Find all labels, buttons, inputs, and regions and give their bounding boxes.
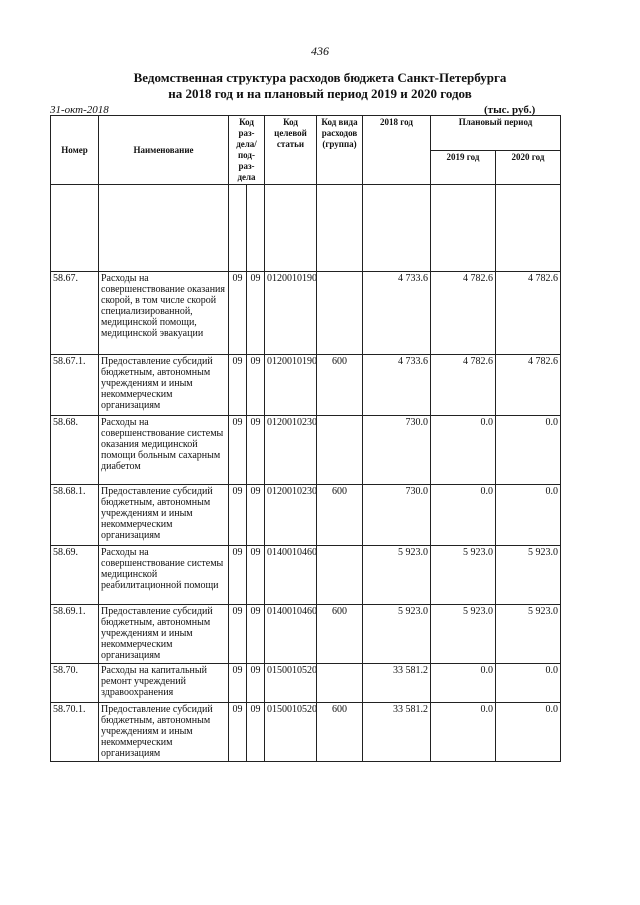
title-line-1: Ведомственная структура расходов бюджета Санкт-Петербурга bbox=[133, 70, 507, 85]
header-spacer bbox=[51, 185, 561, 272]
row-value-2018: 730.0 bbox=[363, 485, 431, 546]
row-target-code: 0140010460 bbox=[265, 605, 317, 664]
row-number: 58.68.1. bbox=[51, 485, 99, 546]
row-subsection: 09 bbox=[247, 355, 265, 416]
table-row bbox=[51, 355, 561, 416]
row-value-2018: 33 581.2 bbox=[363, 703, 431, 762]
row-name: Расходы на капитальный ремонт учреждений здравоохранения bbox=[99, 664, 229, 703]
row-value-2020: 0.0 bbox=[496, 485, 561, 546]
units-label: (тыс. руб.) bbox=[484, 104, 536, 116]
row-target-code: 0140010460 bbox=[265, 546, 317, 605]
document-date: 31-окт-2018 bbox=[50, 104, 109, 116]
header-name: Наименование bbox=[99, 116, 229, 185]
row-value-2019: 0.0 bbox=[431, 703, 496, 762]
document-title bbox=[40, 70, 600, 102]
row-number: 58.69. bbox=[51, 546, 99, 605]
row-name: Предоставление субсидий бюджетным, автономным учреждениям и иным некоммерческим организациям bbox=[99, 485, 229, 546]
row-expense-type: 600 bbox=[317, 605, 363, 664]
row-name: Расходы на совершенствование системы медицинской реабилитационной помощи bbox=[99, 546, 229, 605]
row-section: 09 bbox=[229, 272, 247, 355]
row-subsection: 09 bbox=[247, 664, 265, 703]
row-target-code: 0120010230 bbox=[265, 485, 317, 546]
title-line-2: на 2018 год и на плановый период 2019 и 2020 годов bbox=[168, 86, 472, 101]
row-value-2018: 5 923.0 bbox=[363, 546, 431, 605]
table-row bbox=[51, 605, 561, 664]
row-name: Предоставление субсидий бюджетным, автономным учреждениям и иным некоммерческим организациям bbox=[99, 703, 229, 762]
row-value-2019: 5 923.0 bbox=[431, 605, 496, 664]
row-value-2020: 5 923.0 bbox=[496, 605, 561, 664]
row-section: 09 bbox=[229, 664, 247, 703]
row-expense-type bbox=[317, 546, 363, 605]
row-target-code: 0150010520 bbox=[265, 664, 317, 703]
row-value-2020: 0.0 bbox=[496, 664, 561, 703]
table-row bbox=[51, 546, 561, 605]
row-target-code: 0120010230 bbox=[265, 416, 317, 485]
row-number: 58.67. bbox=[51, 272, 99, 355]
row-section: 09 bbox=[229, 416, 247, 485]
row-value-2019: 0.0 bbox=[431, 485, 496, 546]
row-target-code: 0120010190 bbox=[265, 272, 317, 355]
row-name: Предоставление субсидий бюджетным, автономным учреждениям и иным некоммерческим организациям bbox=[99, 605, 229, 664]
row-value-2019: 4 782.6 bbox=[431, 355, 496, 416]
row-subsection: 09 bbox=[247, 416, 265, 485]
header-number: Номер bbox=[51, 116, 99, 185]
row-target-code: 0150010520 bbox=[265, 703, 317, 762]
row-subsection: 09 bbox=[247, 485, 265, 546]
header-2018: 2018 год bbox=[363, 116, 431, 185]
row-name: Расходы на совершенствование оказания скорой, в том числе скорой специализированной, медицинской помощи, медицинской эвакуации bbox=[99, 272, 229, 355]
row-section: 09 bbox=[229, 485, 247, 546]
row-value-2020: 5 923.0 bbox=[496, 546, 561, 605]
row-expense-type bbox=[317, 664, 363, 703]
budget-table bbox=[50, 115, 561, 762]
row-value-2019: 5 923.0 bbox=[431, 546, 496, 605]
row-section: 09 bbox=[229, 605, 247, 664]
row-subsection: 09 bbox=[247, 546, 265, 605]
row-value-2019: 0.0 bbox=[431, 416, 496, 485]
row-subsection: 09 bbox=[247, 272, 265, 355]
row-subsection: 09 bbox=[247, 703, 265, 762]
table-row bbox=[51, 485, 561, 546]
header-2019: 2019 год bbox=[431, 150, 496, 185]
row-number: 58.70.1. bbox=[51, 703, 99, 762]
row-section: 09 bbox=[229, 546, 247, 605]
row-value-2018: 730.0 bbox=[363, 416, 431, 485]
row-number: 58.67.1. bbox=[51, 355, 99, 416]
row-value-2019: 4 782.6 bbox=[431, 272, 496, 355]
row-expense-type: 600 bbox=[317, 485, 363, 546]
row-number: 58.70. bbox=[51, 664, 99, 703]
row-value-2020: 0.0 bbox=[496, 703, 561, 762]
table-row bbox=[51, 272, 561, 355]
row-subsection: 09 bbox=[247, 605, 265, 664]
row-section: 09 bbox=[229, 703, 247, 762]
header-2020: 2020 год bbox=[496, 150, 561, 185]
row-value-2018: 4 733.6 bbox=[363, 272, 431, 355]
header-target: Код целевой статьи bbox=[265, 116, 317, 185]
row-value-2020: 4 782.6 bbox=[496, 355, 561, 416]
row-name: Предоставление субсидий бюджетным, автономным учреждениям и иным некоммерческим организациям bbox=[99, 355, 229, 416]
row-number: 58.68. bbox=[51, 416, 99, 485]
row-value-2018: 5 923.0 bbox=[363, 605, 431, 664]
row-expense-type: 600 bbox=[317, 703, 363, 762]
row-value-2018: 4 733.6 bbox=[363, 355, 431, 416]
row-target-code: 0120010190 bbox=[265, 355, 317, 416]
row-expense-type bbox=[317, 272, 363, 355]
row-value-2018: 33 581.2 bbox=[363, 664, 431, 703]
table-row bbox=[51, 416, 561, 485]
header-section: Код раз- дела/ под- раз- дела bbox=[229, 116, 265, 185]
table-row bbox=[51, 664, 561, 703]
row-expense-type: 600 bbox=[317, 355, 363, 416]
row-section: 09 bbox=[229, 355, 247, 416]
header-expense-type: Код вида расходов (группа) bbox=[317, 116, 363, 185]
row-expense-type bbox=[317, 416, 363, 485]
page-number: 436 bbox=[311, 44, 329, 58]
row-value-2019: 0.0 bbox=[431, 664, 496, 703]
row-name: Расходы на совершенствование системы оказания медицинской помощи больным сахарным диабетом bbox=[99, 416, 229, 485]
header-planned-period: Плановый период bbox=[431, 116, 561, 151]
row-value-2020: 4 782.6 bbox=[496, 272, 561, 355]
table-row bbox=[51, 703, 561, 762]
row-value-2020: 0.0 bbox=[496, 416, 561, 485]
row-number: 58.69.1. bbox=[51, 605, 99, 664]
